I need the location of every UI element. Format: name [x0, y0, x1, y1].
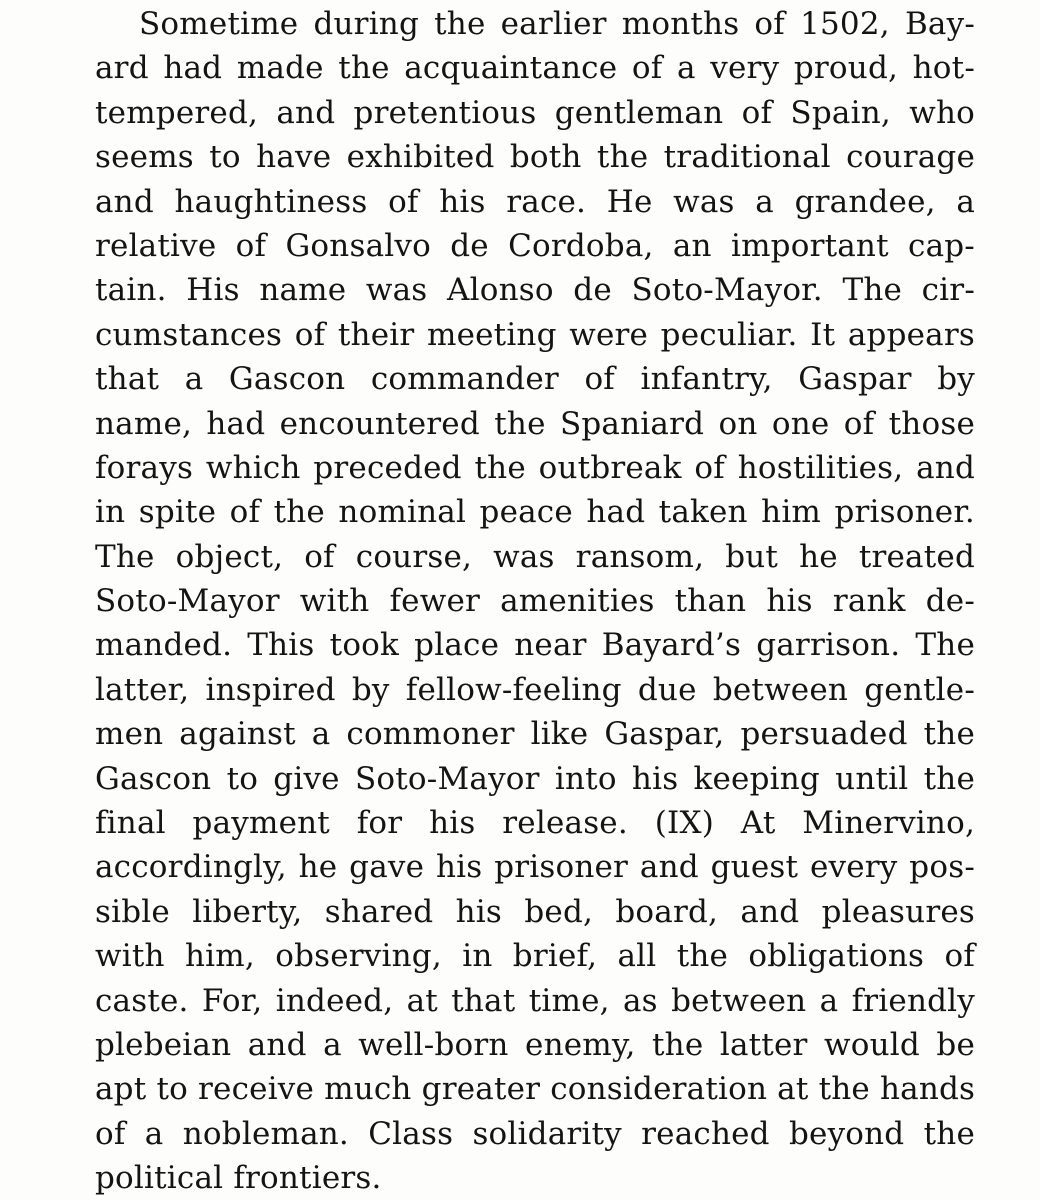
text-line: forays which preceded the outbreak of hostilities, and: [95, 449, 975, 486]
text-line: with him, observing, in brief, all the obligations of: [95, 938, 975, 975]
text-line: accordingly, he gave his prisoner and guest every pos-: [95, 849, 975, 886]
text-line: seems to have exhibited both the traditional courage: [95, 139, 975, 176]
text-line: Gascon to give Soto-Mayor into his keeping until the: [95, 760, 975, 797]
text-line: and haughtiness of his race. He was a grandee, a: [95, 183, 975, 220]
text-line: in spite of the nominal peace had taken him prisoner.: [95, 494, 975, 531]
text-line: tain. His name was Alonso de Soto-Mayor. The cir-: [95, 272, 975, 309]
text-line: name, had encountered the Spaniard on one of those: [95, 405, 975, 442]
text-line: Sometime during the earlier months of 1502, Bay-: [139, 6, 975, 42]
text-line: Soto-Mayor with fewer amenities than his rank de-: [95, 583, 975, 620]
text-line: that a Gascon commander of infantry, Gaspar by: [95, 361, 975, 398]
text-line: latter, inspired by fellow-feeling due between gentle-: [95, 671, 975, 708]
text-line: plebeian and a well-born enemy, the latter would be: [95, 1026, 975, 1063]
text-line: caste. For, indeed, at that time, as between a friendly: [95, 982, 975, 1019]
text-line: apt to receive much greater consideration at the hands: [95, 1071, 976, 1108]
text-line: tempered, and pretentious gentleman of Spain, who: [95, 94, 975, 131]
text-line: relative of Gonsalvo de Cordoba, an important cap-: [95, 227, 975, 264]
text-line: ard had made the acquaintance of a very proud, hot-: [95, 50, 975, 87]
text-line: of a nobleman. Class solidarity reached beyond the: [95, 1115, 975, 1152]
text-line: final payment for his release. (IX) At Minervino,: [95, 805, 975, 842]
body-paragraph: [95, 2, 975, 1201]
text-line: cumstances of their meeting were peculiar. It appears: [95, 316, 975, 353]
text-line: political frontiers.: [95, 1160, 382, 1197]
text-line: sible liberty, shared his bed, board, and pleasures: [95, 893, 975, 930]
text-line: The object, of course, was ransom, but he treated: [95, 538, 975, 575]
text-line: manded. This took place near Bayard’s garrison. The: [95, 627, 975, 664]
text-line: men against a commoner like Gaspar, persuaded the: [95, 716, 975, 753]
